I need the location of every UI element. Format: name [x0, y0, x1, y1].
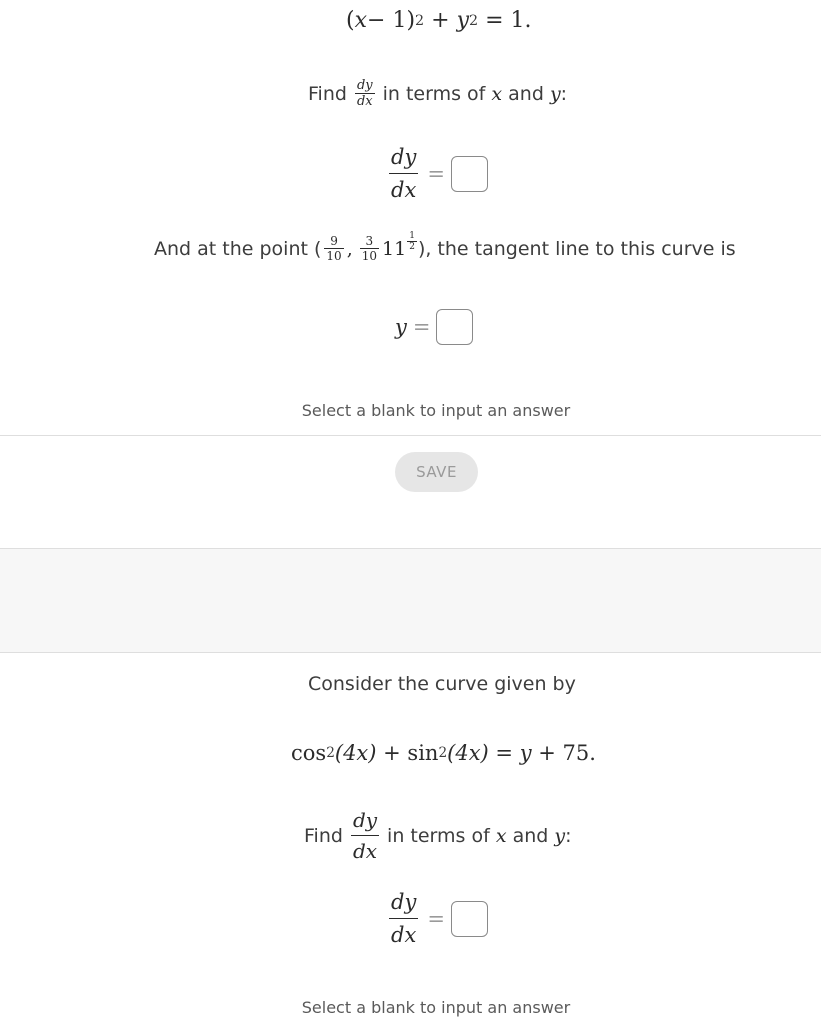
q2-find-den: dx: [352, 839, 378, 863]
q2-eq-cos-arg: (4x): [334, 741, 377, 765]
q2-eq-cos: cos: [291, 741, 327, 765]
q2-eq-cos-exp: 2: [326, 745, 335, 761]
q1-find-colon: :: [560, 82, 568, 105]
q2-derivative-fraction: [389, 890, 418, 947]
q1-point-y-fraction: [360, 234, 379, 263]
q1-point-x-fraction: [324, 234, 343, 263]
save-button[interactable]: SAVE: [395, 452, 478, 492]
q1-derivative-row: [386, 145, 488, 202]
q1-find-suffix-b: and: [502, 82, 550, 105]
q1-point-x-den: 10: [326, 249, 342, 263]
q1-deriv-den: dx: [391, 178, 417, 202]
q2-eq-sin-exp: 2: [438, 745, 448, 761]
q2-deriv-den: dx: [391, 923, 417, 947]
divider: [0, 435, 821, 436]
q2-find-fraction: [351, 808, 379, 863]
q1-deriv-eq: =: [427, 161, 445, 186]
q1-point-y-den: 10: [361, 249, 378, 263]
q2-derivative-row: [386, 890, 488, 947]
q2-find-num: dy: [352, 808, 378, 832]
q1-eq-minus: − 1): [367, 8, 416, 33]
q1-deriv-num: dy: [391, 145, 417, 169]
divider: [0, 652, 821, 653]
q2-hint: Select a blank to input an answer: [301, 998, 571, 1017]
q1-dydx-answer-blank[interactable]: [451, 156, 488, 192]
q1-point-exp-num: 1: [409, 231, 415, 241]
q2-find-colon: :: [565, 824, 572, 847]
q1-find-line: [308, 78, 567, 109]
q1-point-prefix: And at the point (: [154, 237, 322, 260]
q1-find-den: dx: [356, 94, 373, 109]
q1-find-prefix: Find: [308, 82, 347, 105]
q1-eq-plus: +: [424, 8, 457, 33]
q1-tangent-row: [395, 309, 473, 345]
q2-eq-rhs-rest: + 75.: [531, 741, 596, 765]
q2-find-suffix-a: in terms of: [387, 824, 496, 847]
q1-eq-exp2: 2: [469, 12, 479, 29]
q1-tangent-eq: =: [412, 315, 431, 339]
q2-eq-rhs-y: y: [519, 741, 532, 765]
q1-find-num: dy: [356, 78, 373, 93]
q1-point-x-num: 9: [330, 234, 338, 248]
q1-eq-open: (: [346, 8, 355, 33]
q2-deriv-num: dy: [391, 890, 417, 914]
q2-dydx-answer-blank[interactable]: [451, 901, 488, 937]
q1-find-suffix-a: in terms of: [382, 82, 492, 105]
q2-eq-plus: +: [376, 741, 408, 765]
q1-point-exp-fraction: [407, 231, 417, 252]
q1-find-var-x: x: [491, 82, 503, 105]
q2-intro: Consider the curve given by: [308, 673, 576, 695]
q2-eq-sin: sin: [407, 741, 439, 765]
q1-point-comma: ,: [346, 237, 353, 260]
q2-find-prefix: Find: [304, 824, 343, 847]
q1-tangent-y: y: [395, 315, 407, 339]
q2-eq-sin-arg: (4x): [447, 741, 489, 765]
q1-eq-exp1: 2: [415, 12, 425, 29]
q1-point-line: [154, 231, 736, 263]
question-separator-band: [0, 549, 821, 652]
q2-find-var-y: y: [554, 824, 566, 847]
q1-find-fraction: [355, 78, 375, 109]
q1-eq-rhs: = 1.: [478, 8, 532, 33]
q1-hint: Select a blank to input an answer: [301, 401, 571, 420]
q2-equation: [291, 741, 596, 765]
q1-point-exp-den: 2: [409, 242, 415, 252]
q2-eq-rhs-eq: =: [488, 741, 520, 765]
q1-tangent-answer-blank[interactable]: [436, 309, 473, 345]
q1-point-y-num: 3: [365, 234, 374, 248]
q2-deriv-eq: =: [427, 906, 445, 931]
q2-find-line: [304, 808, 572, 863]
q1-eq-x: x: [354, 8, 368, 33]
q1-point-suffix: ), the tangent line to this curve is: [417, 237, 736, 260]
q2-find-var-x: x: [495, 824, 507, 847]
q1-derivative-fraction: [389, 145, 418, 202]
q1-find-var-y: y: [549, 82, 561, 105]
q1-point-y-base: 11: [382, 237, 407, 260]
q2-find-suffix-b: and: [506, 824, 555, 847]
q1-eq-y: y: [456, 8, 469, 33]
q1-equation: [346, 8, 532, 33]
